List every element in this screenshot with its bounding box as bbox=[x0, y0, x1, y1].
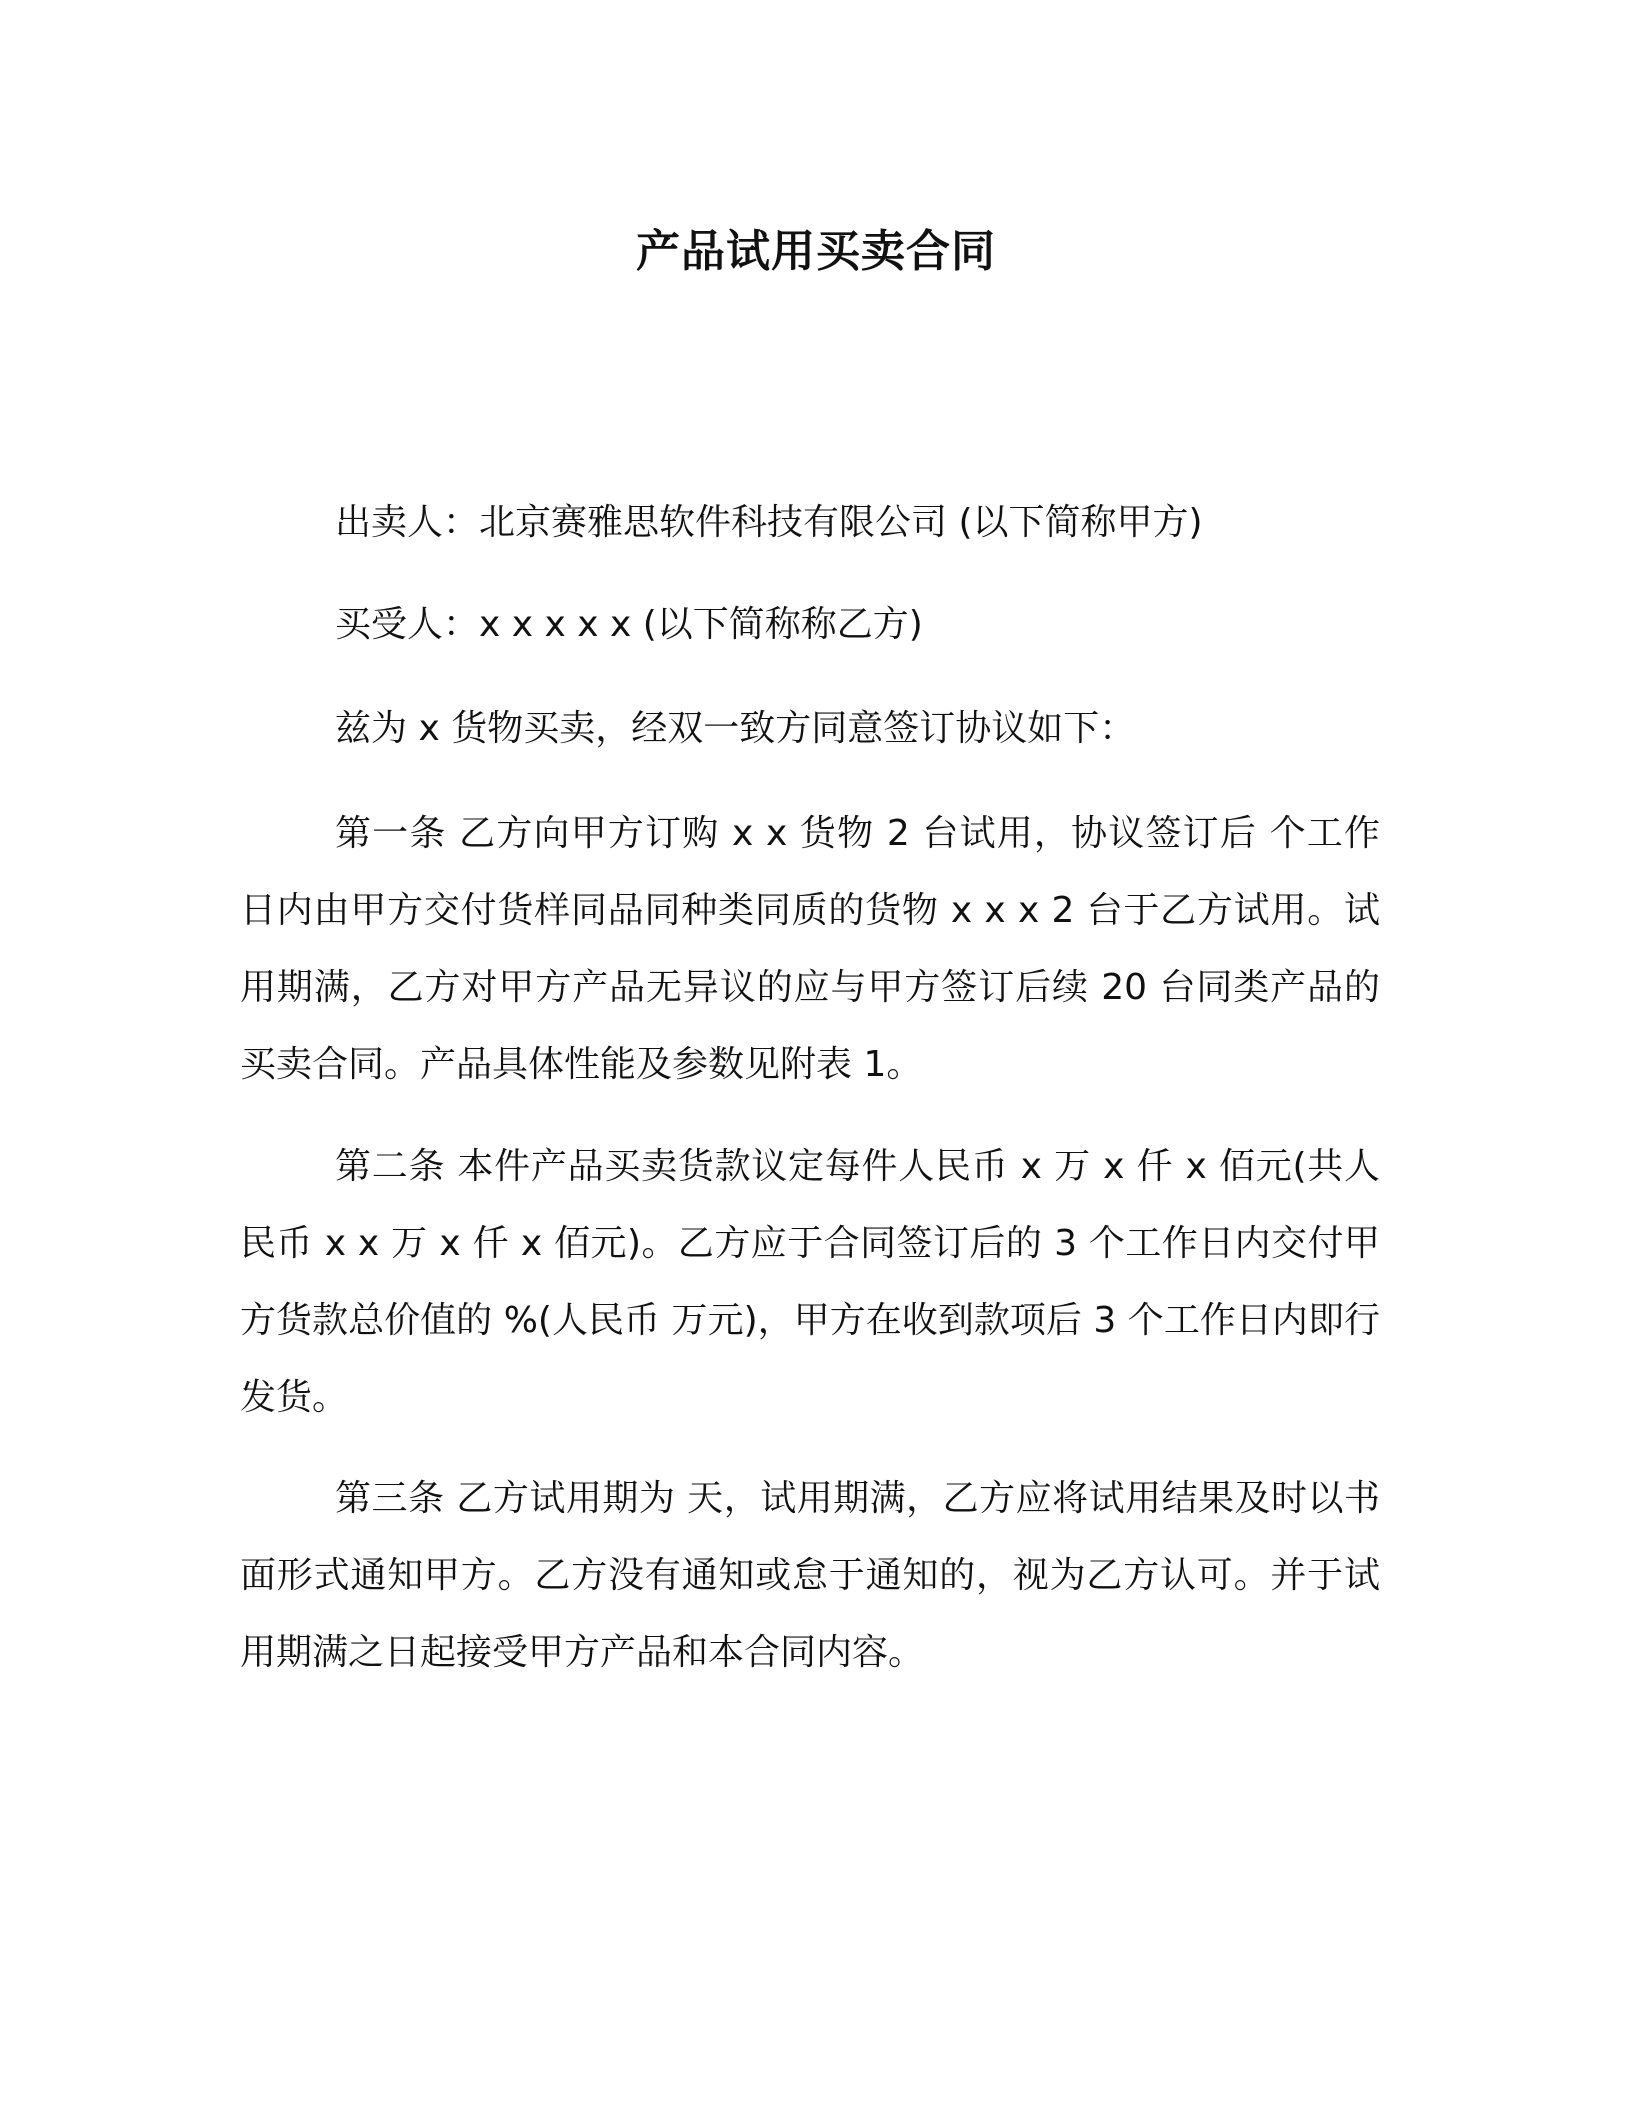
clause-1-text: 乙方向甲方订购 x x 货物 2 台试用，协议签订后 个工作日内由甲方交付货样同品同种类同质的货物 x x x 2 台于乙方试用。试用期满，乙方对甲方产品无异议的应与甲方签订后续 20 台同类产品的买卖合同。产品具体性能及参数见附表 1。 bbox=[240, 813, 1380, 1085]
clause-2 bbox=[240, 1128, 1380, 1436]
clause-1-heading: 第一条 bbox=[335, 813, 447, 854]
buyer-line: 买受人：x x x x x (以下简称称乙方) bbox=[335, 604, 923, 645]
clause-2-text: 本件产品买卖货款议定每件人民币 x 万 x 仟 x 佰元(共人民币 x x 万 x 仟 x 佰元)。乙方应于合同签订后的 3 个工作日内交付甲方货款总价值的 %(人民币 万元)，甲方在收到款项后 3 个工作日内即行发货。 bbox=[240, 1146, 1380, 1418]
clause-2-heading: 第二条 bbox=[335, 1146, 446, 1187]
clause-3-text: 乙方试用期为 天，试用期满，乙方应将试用结果及时以书面形式通知甲方。乙方没有通知或怠于通知的，视为乙方认可。并于试用期满之日起接受甲方产品和本合同内容。 bbox=[240, 1478, 1380, 1673]
intro-line: 兹为 x 货物买卖，经双一致方同意签订协议如下： bbox=[335, 708, 1136, 749]
document-title: 产品试用买卖合同 bbox=[636, 226, 996, 277]
clause-3 bbox=[240, 1460, 1380, 1691]
clause-3-heading: 第三条 bbox=[335, 1478, 445, 1519]
clause-1 bbox=[240, 795, 1380, 1103]
seller-line: 出卖人：北京赛雅思软件科技有限公司 (以下简称甲方) bbox=[335, 502, 1203, 543]
